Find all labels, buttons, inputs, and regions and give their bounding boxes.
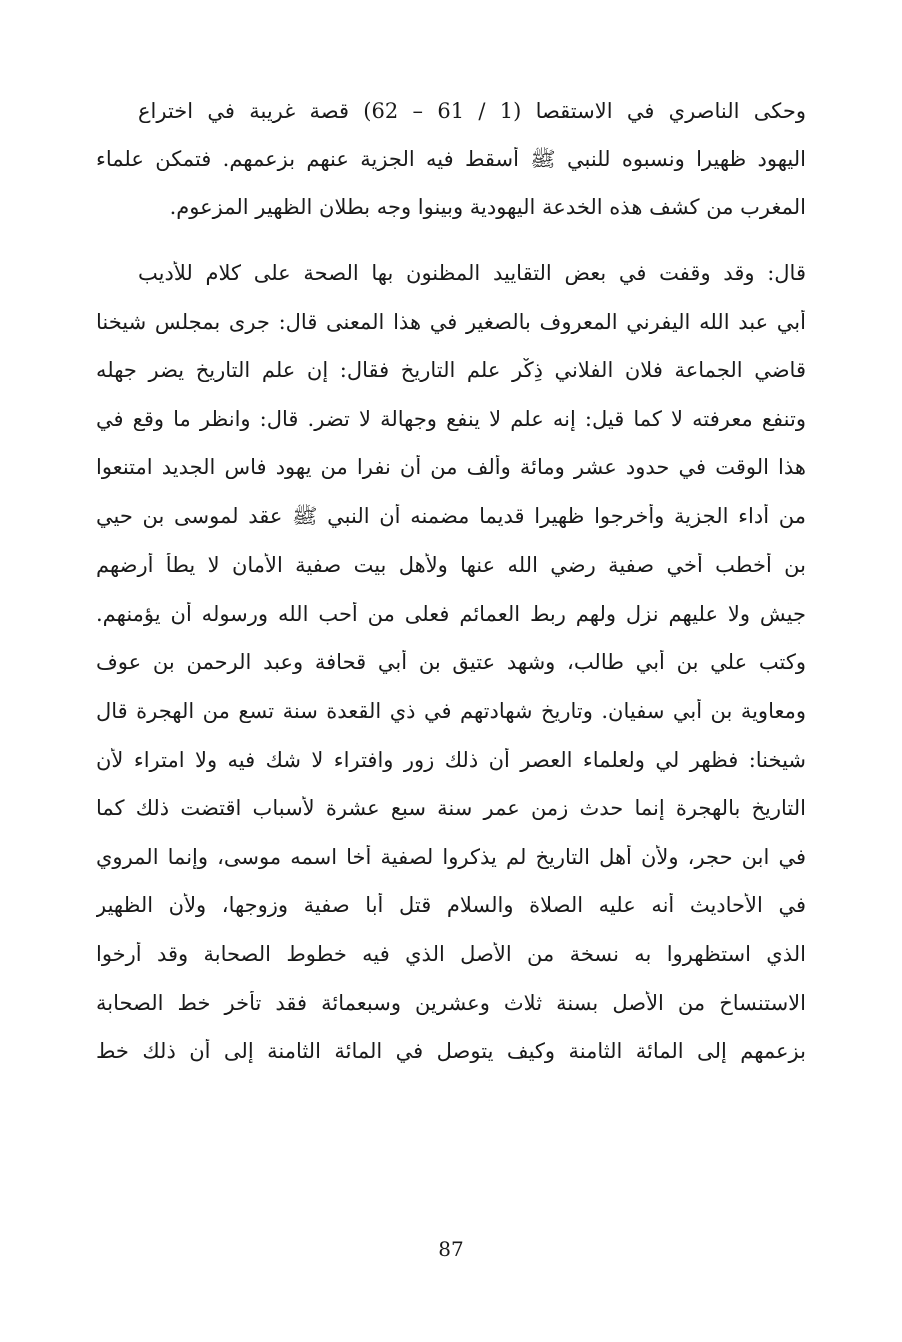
text-line: هذا الوقت في حدود عشر ومائة وألف من أن نفرا من يهود فاس الجديد امتنعوا xyxy=(96,455,806,479)
text-line: التاريخ بالهجرة إنما حدث زمن عمر سنة سبع عشرة لأسباب اقتضت ذلك كما xyxy=(96,796,806,820)
text-line: المغرب من كشف هذه الخدعة اليهودية وبينوا وجه بطلان الظهير المزعوم. xyxy=(169,195,806,219)
text-line: ومعاوية بن أبي سفيان. وتاريخ شهادتهم في ذي القعدة سنة تسع من الهجرة قال xyxy=(96,699,806,723)
text-line: بزعمهم إلى المائة الثامنة وكيف يتوصل في المائة الثامنة إلى أن ذلك خط xyxy=(96,1039,806,1063)
text-line: شيخنا: فظهر لي ولعلماء العصر أن ذلك زور وافتراء لا شك فيه ولا امتراء لأن xyxy=(96,748,806,772)
text-line: اليهود ظهيرا ونسبوه للنبي ﷺ أسقط فيه الجزية عنهم بزعمهم. فتمكن علماء xyxy=(96,147,806,171)
text-line: جيش ولا عليهم نزل ولهم ربط العمائم فعلى من أحب الله ورسوله أن يؤمنهم. xyxy=(96,602,806,626)
page-number: 87 xyxy=(438,1237,464,1261)
text-line: قاضي الجماعة فلان الفلاني ذِكْر علم التاريخ فقال: إن علم التاريخ يضر جهله xyxy=(96,358,806,382)
text-line: بن أخطب أخي صفية رضي الله عنها ولأهل بيت صفية الأمان لا يطأ أرضهم xyxy=(96,553,806,577)
text-line: الذي استظهروا به نسخة من الأصل الذي فيه خطوط الصحابة وقد أرخوا xyxy=(96,942,806,966)
text-line: من أداء الجزية وأخرجوا ظهيرا قديما مضمنه أن النبي ﷺ عقد لموسى بن حيي xyxy=(96,504,806,528)
text-line: قال: وقد وقفت في بعض التقاييد المظنون بها الصحة على كلام للأديب xyxy=(138,261,806,285)
text-line: وكتب علي بن أبي طالب، وشهد عتيق بن أبي قحافة وعبد الرحمن بن عوف xyxy=(96,650,806,674)
text-line: وتنفع معرفته لا كما قيل: إنه علم لا ينفع وجهالة لا تضر. قال: وانظر ما وقع في xyxy=(96,407,806,431)
text-line: في ابن حجر، ولأن أهل التاريخ لم يذكروا لصفية أخا اسمه موسى، وإنما المروي xyxy=(96,845,806,869)
text-line: أبي عبد الله اليفرني المعروف بالصغير في هذا المعنى قال: جرى بمجلس شيخنا xyxy=(96,310,806,334)
text-line: في الأحاديث أنه عليه الصلاة والسلام قتل أبا صفية وزوجها، ولأن الظهير xyxy=(96,893,806,917)
text-line: وحكى الناصري في الاستقصا (1 / 61 – 62) قصة غريبة في اختراع xyxy=(138,99,806,123)
text-line: الاستنساخ من الأصل بسنة ثلاث وعشرين وسبعمائة فقد تأخر خط الصحابة xyxy=(96,991,806,1015)
